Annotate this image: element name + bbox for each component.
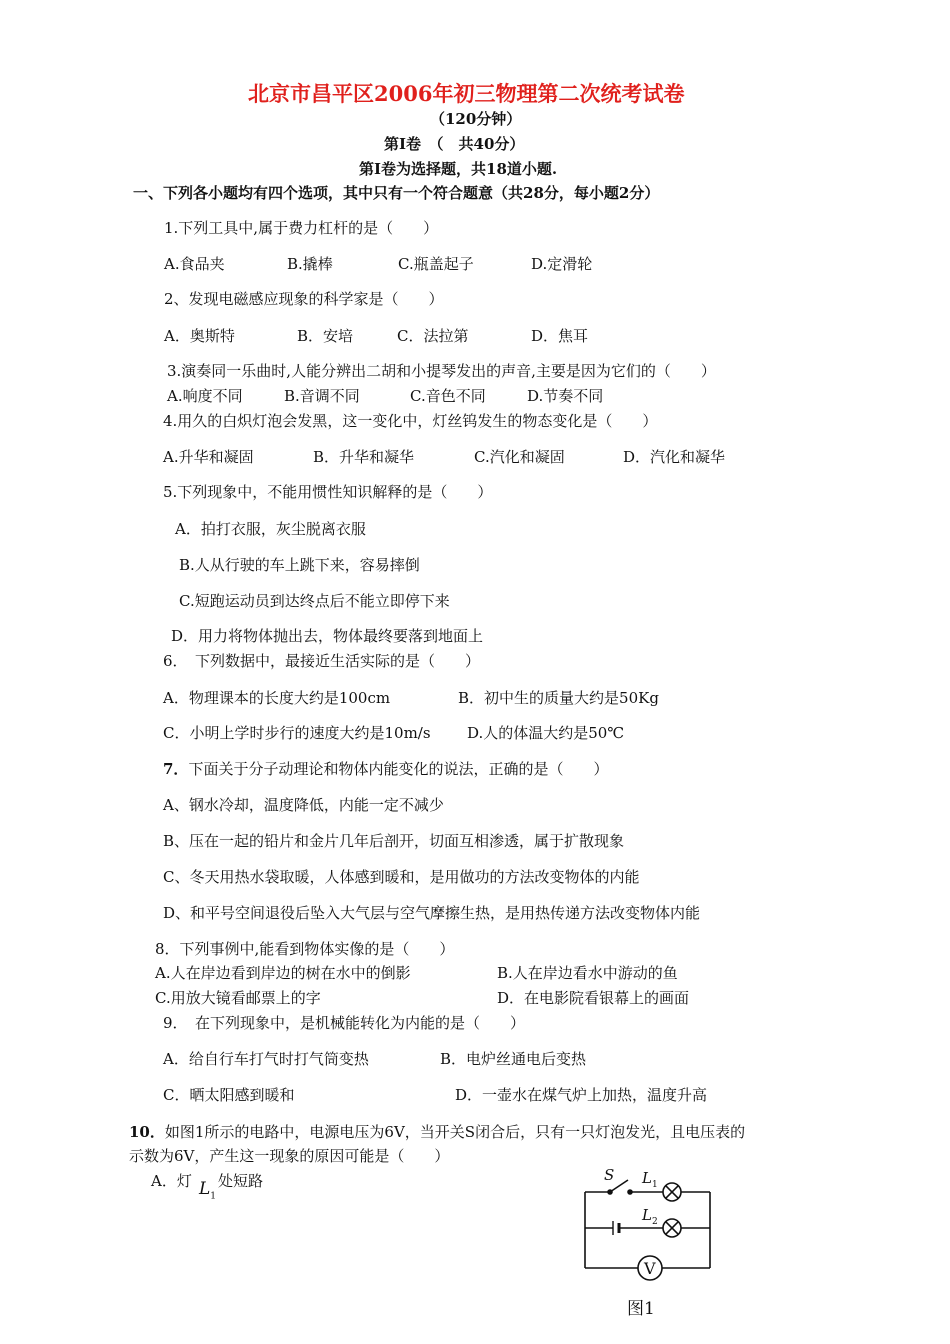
q9-option-c: C．晒太阳感到暖和 [163,1086,295,1104]
q2-option-c: C．法拉第 [397,327,469,345]
q2-option-a: A．奥斯特 [164,327,235,345]
q3-option-a: A.响度不同 [167,387,243,405]
q8-option-c: C.用放大镜看邮票上的字 [155,989,321,1007]
q8-stem: 8．下列事例中,能看到物体实像的是（ ） [155,940,455,958]
q2-stem: 2、发现电磁感应现象的科学家是（ ） [164,290,444,308]
q2-option-d: D．焦耳 [531,327,589,345]
q10-stem-text: 如图1所示的电路中，电源电压为6V，当开关S闭合后，只有一只灯泡发光，且电压表的 [164,1123,746,1141]
q10-stem-line2: 示数为6V，产生这一现象的原因可能是（ ） [129,1147,450,1165]
q9-option-b: B．电炉丝通电后变热 [440,1050,587,1068]
q3-stem: 3.演奏同一乐曲时,人能分辨出二胡和小提琴发出的声音,主要是因为它们的（ ） [167,362,716,380]
exam-duration: （120分钟） [430,110,522,128]
q4-option-c: C.汽化和凝固 [474,448,565,466]
q6-stem: 6． 下列数据中，最接近生活实际的是（ ） [163,652,481,670]
voltmeter-label: V [644,1259,656,1278]
q7-option-c: C、冬天用热水袋取暖，人体感到暖和，是用做功的方法改变物体的内能 [163,868,640,886]
q5-option-b: B.人从行驶的车上跳下来，容易摔倒 [179,556,420,574]
q5-option-a: A．拍打衣服，灰尘脱离衣服 [175,520,366,538]
page-title: 北京市昌平区2006年初三物理第二次统考试卷 [248,81,685,106]
q7-stem [163,760,608,778]
q9-stem: 9． 在下列现象中，是机械能转化为内能的是（ ） [163,1014,526,1032]
q1-stem: 1.下列工具中,属于费力杠杆的是（ ） [164,219,439,237]
q4-option-d: D．汽化和凝华 [623,448,726,466]
switch-contact-right [628,1190,632,1194]
q1-option-d: D.定滑轮 [531,255,593,273]
lamp2-label-sub: 2 [652,1217,658,1227]
q8-option-d: D．在电影院看银幕上的画面 [497,989,690,1007]
q10-lamp-subscript: 1 [210,1191,217,1202]
q3-option-b: B.音调不同 [284,387,360,405]
q10-option-a-prefix: A．灯 [151,1172,192,1190]
q6-option-b: B．初中生的质量大约是50Kg [458,689,659,707]
lamp2-label: L [642,1206,652,1224]
part-note: 第Ⅰ卷为选择题，共18道小题. [359,160,558,178]
q10-lamp-symbol: L [199,1179,211,1199]
q4-stem: 4.用久的白炽灯泡会发黑，这一变化中，灯丝钨发生的物态变化是（ ） [163,412,658,430]
q3-option-c: C.音色不同 [410,387,486,405]
q9-option-d: D．一壶水在煤气炉上加热，温度升高 [455,1086,708,1104]
q7-option-b: B、压在一起的铅片和金片几年后剖开，切面互相渗透，属于扩散现象 [163,832,625,850]
q2-option-b: B．安培 [297,327,354,345]
q8-option-b: B.人在岸边看水中游动的鱼 [497,964,678,982]
part-heading: 第Ⅰ卷 （ 共40分） [384,135,525,153]
q1-option-a: A.食品夹 [164,255,225,273]
q9-option-a: A．给自行车打气时打气筒变热 [163,1050,369,1068]
q10-option-a-symbol [199,1180,216,1205]
q5-option-c: C.短跑运动员到达终点后不能立即停下来 [179,592,450,610]
section1-heading: 一、下列各小题均有四个选项，其中只有一个符合题意（共28分，每小题2分） [133,184,660,202]
q6-option-c: C．小明上学时步行的速度大约是10m/s [163,724,431,742]
q7-stem-text: 下面关于分子动理论和物体内能变化的说法，正确的是（ ） [188,760,609,778]
figure1-caption: 图1 [627,1299,655,1319]
q10-option-a-suffix: 处短路 [218,1172,264,1190]
lamp1-label: L [642,1169,652,1187]
q7-option-d: D、和平号空间退役后坠入大气层与空气摩擦生热，是用热传递方法改变物体内能 [163,904,701,922]
q8-option-a: A.人在岸边看到岸边的树在水中的倒影 [155,964,411,982]
q3-option-d: D.节奏不同 [527,387,604,405]
q5-option-d: D．用力将物体抛出去，物体最终要落到地面上 [171,627,484,645]
q4-option-a: A.升华和凝固 [163,448,254,466]
lamp1-label-sub: 1 [652,1180,658,1190]
circuit-diagram [570,1160,720,1286]
q1-option-c: C.瓶盖起子 [398,255,474,273]
q4-option-b: B．升华和凝华 [313,448,415,466]
q6-option-a: A．物理课本的长度大约是100cm [163,689,391,707]
q10-number: 10． [129,1123,165,1141]
q7-option-a: A、钢水冷却，温度降低，内能一定不减少 [163,796,444,814]
q5-stem: 5.下列现象中，不能用惯性知识解释的是（ ） [163,483,493,501]
q6-option-d: D.人的体温大约是50℃ [467,724,625,742]
q1-option-b: B.撬棒 [287,255,333,273]
switch-label: S [604,1166,615,1184]
q7-number: 7． [163,760,189,778]
q10-stem-line1 [129,1123,745,1141]
